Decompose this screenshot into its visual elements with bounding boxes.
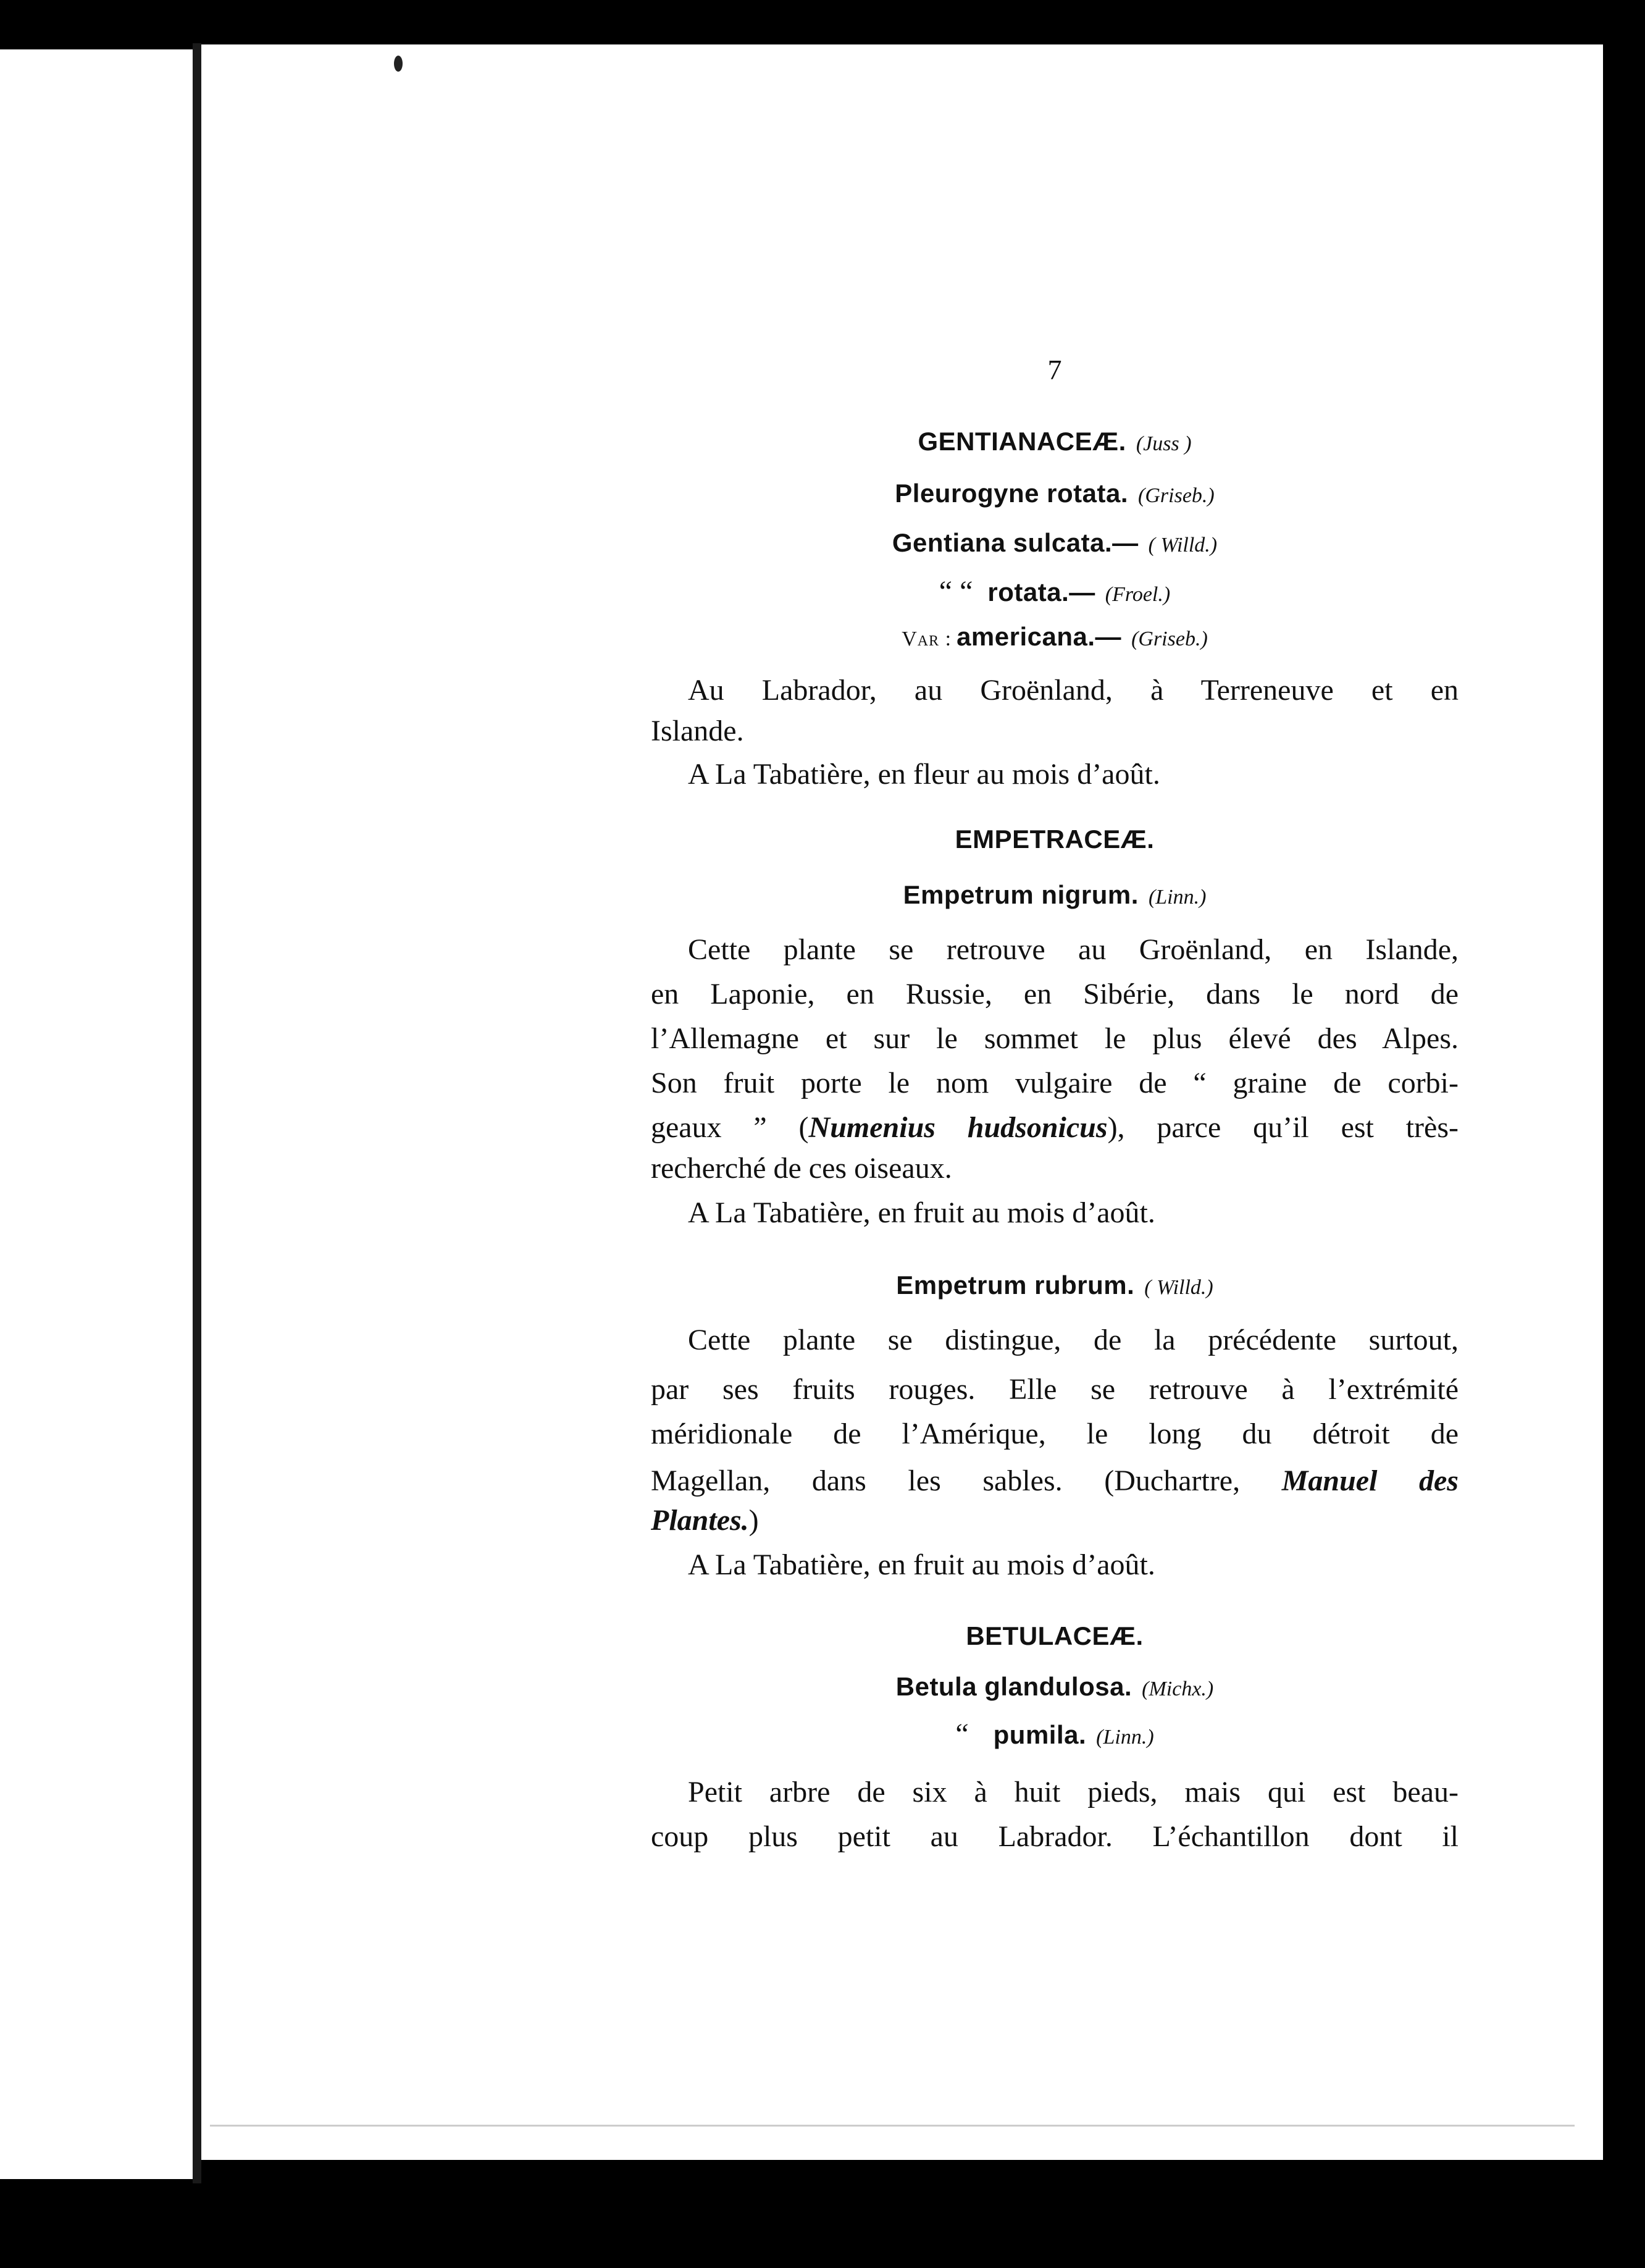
page-number: 7 bbox=[1047, 354, 1062, 385]
book-page bbox=[201, 44, 1603, 2160]
paragraph-line: Plantes.) bbox=[651, 1504, 759, 1537]
facing-page-margin bbox=[0, 49, 193, 2179]
paragraph-line: A La Tabatière, en fruit au mois d’août. bbox=[688, 1196, 1155, 1229]
family-heading-betulaceae: BETULACEÆ. bbox=[966, 1621, 1144, 1650]
paragraph-line: par ses fruits rouges. Elle se retrouve à l’extrémité bbox=[651, 1373, 1459, 1406]
paragraph-line: A La Tabatière, en fleur au mois d’août. bbox=[688, 758, 1160, 791]
family-heading-empetraceae: EMPETRACEÆ. bbox=[955, 825, 1155, 854]
paragraph-line: Magellan, dans les sables. (Duchartre, Manuel des bbox=[651, 1464, 1459, 1497]
ink-speck bbox=[394, 56, 403, 72]
species-variety-line: Var : americana.— (Griseb.) bbox=[902, 622, 1208, 651]
species-line: “ pumila. (Linn.) bbox=[955, 1718, 1154, 1750]
species-line: Gentiana sulcata.— ( Willd.) bbox=[892, 528, 1218, 557]
paragraph-line: Cette plante se retrouve au Groënland, en Islande, bbox=[688, 933, 1459, 966]
paragraph-line: recherché de ces oiseaux. bbox=[651, 1152, 952, 1185]
book-gutter bbox=[193, 43, 201, 2183]
paragraph-line: l’Allemagne et sur le sommet le plus élevé des Alpes. bbox=[651, 1022, 1459, 1055]
species-line: “ “ rotata.— (Froel.) bbox=[939, 575, 1171, 608]
family-heading-gentianaceae: GENTIANACEÆ. (Juss ) bbox=[918, 427, 1192, 456]
paragraph-line: A La Tabatière, en fruit au mois d’août. bbox=[688, 1548, 1155, 1581]
paragraph-line: geaux ” (Numenius hudsonicus), parce qu’il est très- bbox=[651, 1111, 1459, 1144]
paragraph-line: Islande. bbox=[651, 715, 744, 747]
paragraph-line: méridionale de l’Amérique, le long du détroit de bbox=[651, 1418, 1459, 1450]
species-line: Pleurogyne rotata. (Griseb.) bbox=[895, 479, 1215, 508]
species-line: Betula glandulosa. (Michx.) bbox=[895, 1672, 1214, 1701]
paragraph-line: Au Labrador, au Groënland, à Terreneuve et en bbox=[688, 674, 1459, 707]
paragraph-line: en Laponie, en Russie, en Sibérie, dans le nord de bbox=[651, 978, 1459, 1010]
species-line: Empetrum nigrum. (Linn.) bbox=[903, 880, 1207, 909]
paragraph-line: coup plus petit au Labrador. L’échantillon dont il bbox=[651, 1820, 1459, 1853]
species-line: Empetrum rubrum. ( Willd.) bbox=[896, 1270, 1213, 1300]
paragraph-line: Cette plante se distingue, de la précédente surtout, bbox=[688, 1324, 1459, 1356]
page-bottom-edge bbox=[210, 2125, 1575, 2127]
paragraph-line: Son fruit porte le nom vulgaire de “ graine de corbi- bbox=[651, 1067, 1459, 1099]
paragraph-line: Petit arbre de six à huit pieds, mais qui est beau- bbox=[688, 1776, 1459, 1808]
